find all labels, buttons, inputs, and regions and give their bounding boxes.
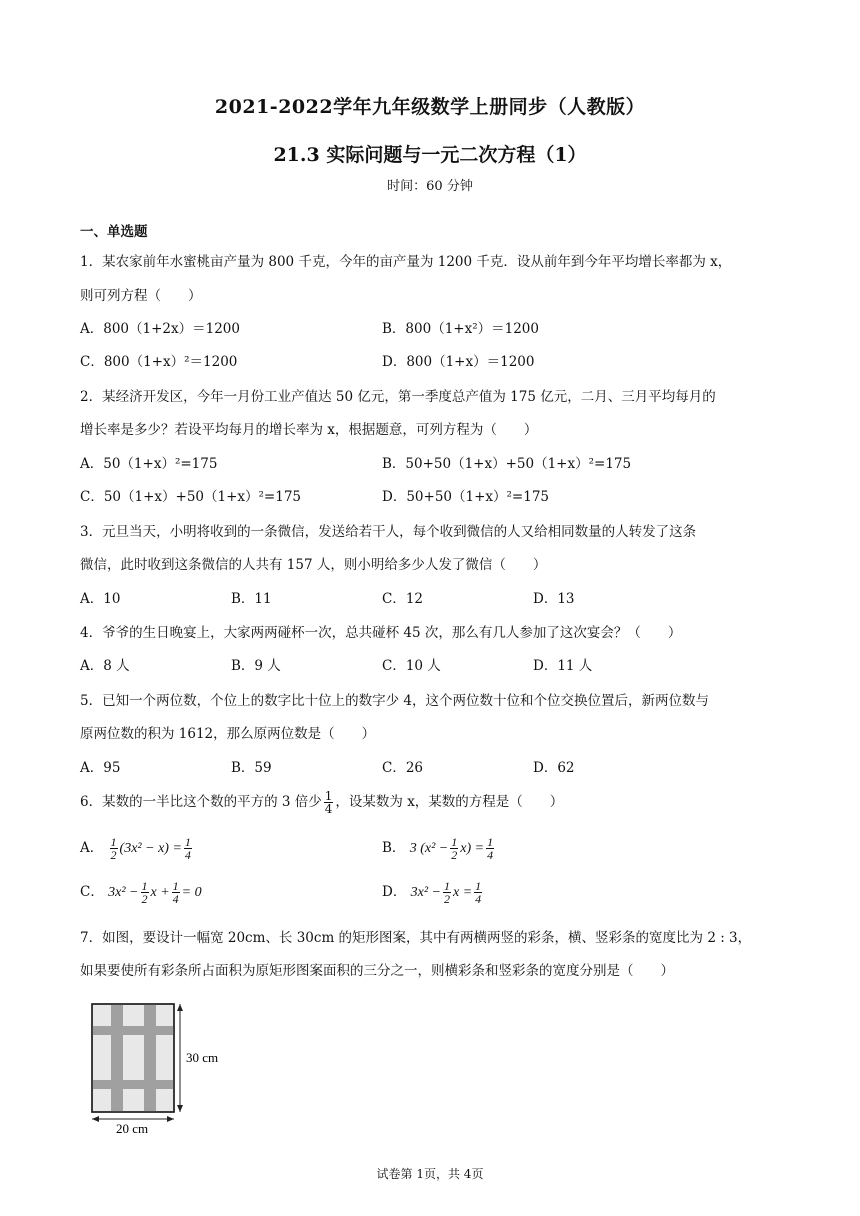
q2-option-d: D．50+50（1+x）²=175 [382,489,549,505]
width-label: 20 cm [116,1121,149,1136]
fraction-one-quarter [172,880,180,905]
fraction-denominator: 2 [451,848,458,863]
fraction-numerator: 1 [443,879,450,894]
q3-option-b: B．11 [231,591,272,607]
q6-option-a-label: A． [80,840,104,856]
q7-stem-line2: 如果要使所有彩条所占面积为原矩形图案面积的三分之一，则横彩条和竖彩条的宽度分别是（ ） [80,963,674,979]
fraction-denominator: 4 [172,892,179,907]
fraction-denominator: 4 [475,892,482,907]
arrow-up-icon [177,1004,183,1011]
q3-option-d: D．13 [533,591,575,607]
arrow-left-icon [92,1116,99,1122]
fraction-numerator: 1 [172,879,179,894]
q6-option-d [382,880,484,905]
vertical-stripe [111,1004,123,1112]
q6-option-b [382,836,496,861]
q5-option-a: A．95 [80,760,121,776]
page-subtitle: 21.3 实际问题与一元二次方程（1） [273,144,587,166]
fraction-one-quarter [184,836,192,861]
q3-option-c: C．12 [382,591,424,607]
time-limit: 时间：60 分钟 [387,179,473,194]
q6-a-expr-text: (3x² − x) = [119,841,182,856]
q6-c-expr-pre: 3x² − [108,885,139,900]
q4-option-c: C．10 人 [382,658,441,674]
q6-b-expr-pre: 3 (x² − [409,841,449,856]
q5-stem-line1: 5．已知一个两位数，个位上的数字比十位上的数字少 4，这个两位数十位和个位交换位置后，新两位数与 [80,693,709,709]
q1-option-c: C．800（1+x）²＝1200 [80,354,238,370]
q6-b-expr-post: x) = [460,841,485,856]
q6-c-expr-post: = 0 [181,885,202,900]
q2-option-c: C．50（1+x）+50（1+x）²=175 [80,489,302,505]
fraction-one-half [141,880,149,905]
q2-option-a: A．50（1+x）²=175 [80,456,218,472]
fraction-denominator: 2 [443,892,450,907]
fraction-one-half [443,880,451,905]
q1-stem-line2: 则可列方程（ ） [80,288,202,304]
horizontal-stripe [92,1080,174,1089]
fraction-numerator: 1 [141,879,148,894]
q1-option-b: B．800（1+x²）＝1200 [382,321,539,337]
fraction-numerator: 1 [324,789,333,803]
arrow-down-icon [177,1105,183,1112]
q4-option-a: A．8 人 [80,658,130,674]
q1-option-a: A．800（1+2x）＝1200 [80,321,240,337]
q5-option-b: B．59 [231,760,272,776]
q6-d-expr-pre: 3x² − [410,885,441,900]
q6-option-c [80,880,202,905]
fraction-numerator: 1 [487,835,494,850]
q6-stem-pre: 6．某数的一半比这个数的平方的 3 倍少 [80,794,322,810]
q6-option-b-label: B． [382,840,406,856]
q4-stem-line1: 4．爷爷的生日晚宴上，大家两两碰杯一次，总共碰杯 45 次，那么有几人参加了这次宴会？（ ） [80,625,682,641]
q7-stem-line1: 7．如图，要设计一幅宽 20cm、长 30cm 的矩形图案，其中有两横两竖的彩条，横、竖彩条的宽度比为 2 : 3， [80,930,752,946]
fraction-one-half [450,836,458,861]
section-heading: 一、单选题 [80,224,148,240]
q6-option-d-expr [410,879,485,907]
height-label: 30 cm [186,1050,219,1065]
fraction-numerator: 1 [184,835,191,850]
q2-stem-line1: 2．某经济开发区，今年一月份工业产值达 50 亿元，第一季度总产值为 175 亿元，二月、三月平均每月的 [80,389,716,405]
fraction-denominator: 4 [487,848,494,863]
q5-option-c: C．26 [382,760,424,776]
arrow-right-icon [167,1116,174,1122]
q6-stem [80,790,563,815]
fraction-one-quarter [474,880,482,905]
q5-option-d: D．62 [533,760,575,776]
q6-option-d-label: D． [382,884,407,900]
q3-stem-line1: 3．元旦当天，小明将收到的一条微信，发送给若干人，每个收到微信的人又给相同数量的人转发了这条 [80,524,697,540]
rectangle-stripes-figure [84,996,234,1136]
q3-stem-line2: 微信，此时收到这条微信的人共有 157 人，则小明给多少人发了微信（ ） [80,557,547,573]
fraction-one-quarter [324,790,334,815]
fraction-numerator: 1 [110,835,117,850]
q6-option-c-expr [108,879,202,907]
page-footer: 试卷第 1页，共 4页 [376,1167,484,1181]
q3-option-a: A．10 [80,591,121,607]
q6-option-c-label: C． [80,884,104,900]
q2-option-b: B．50+50（1+x）+50（1+x）²=175 [382,456,632,472]
fraction-numerator: 1 [475,879,482,894]
rectangle-outline [92,1004,174,1112]
fraction-one-quarter [486,836,494,861]
fraction-numerator: 1 [451,835,458,850]
fraction-denominator: 2 [110,848,117,863]
q4-option-b: B．9 人 [231,658,281,674]
q6-c-expr-mid: x + [150,885,170,900]
fraction-one-half [110,836,118,861]
q6-d-expr-post: x = [452,885,473,900]
horizontal-stripe [92,1026,174,1035]
q6-option-a [80,836,194,861]
q6-stem-post: ，设某数为 x，某数的方程是（ ） [335,794,564,810]
q2-stem-line2: 增长率是多少？若设平均每月的增长率为 x，根据题意，可列方程为（ ） [80,422,538,438]
fraction-denominator: 4 [184,848,191,863]
vertical-stripe [144,1004,156,1112]
q6-option-a-expr [108,835,194,863]
q4-option-d: D．11 人 [533,658,593,674]
page-title: 2021-2022学年九年级数学上册同步（人教版） [214,96,646,118]
q5-stem-line2: 原两位数的积为 1612，那么原两位数是（ ） [80,726,376,742]
q1-stem-line1: 1．某农家前年水蜜桃亩产量为 800 千克，今年的亩产量为 1200 千克．设从前年到今年平均增长率都为 x， [80,254,732,270]
q1-option-d: D．800（1+x）＝1200 [382,354,535,370]
fraction-denominator: 2 [141,892,148,907]
q6-option-b-expr [409,835,496,863]
fraction-denominator: 4 [324,802,333,816]
